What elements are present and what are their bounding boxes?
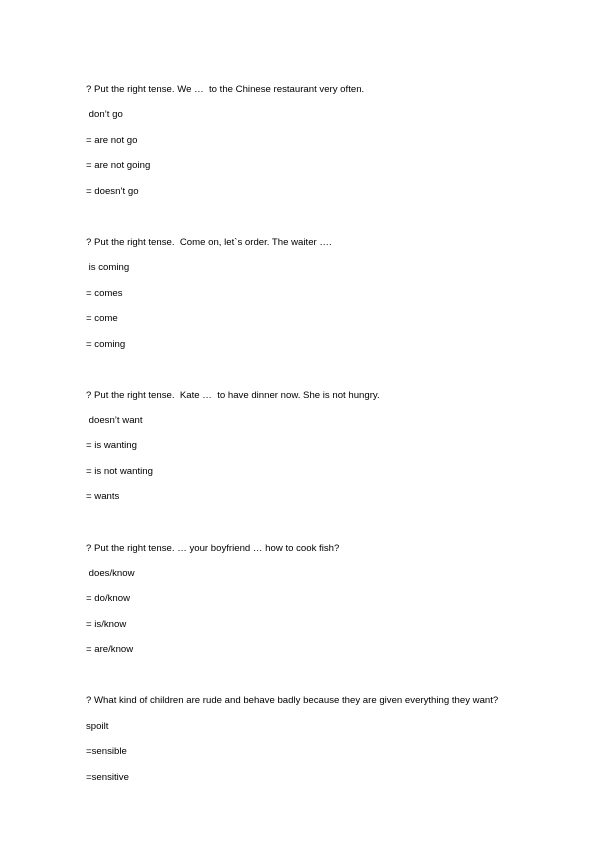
question-text: ? Put the right tense. We … to the Chinese restaurant very often. — [86, 84, 365, 95]
question-text: ? Put the right tense. Come on, let`s order. The waiter …. — [86, 237, 332, 248]
answer-option: doesn’t want — [86, 415, 143, 426]
answer-option: = come — [86, 313, 118, 324]
question-text: ? Put the right tense. … your boyfriend … how to cook fish? — [86, 543, 340, 554]
answer-option: = is not wanting — [86, 466, 153, 477]
question-text: ? What kind of children are rude and behave badly because they are given everything they want? — [86, 695, 499, 706]
answer-option: =sensible — [86, 746, 127, 757]
answer-option: is coming — [86, 262, 130, 273]
answer-option: = doesn’t go — [86, 186, 139, 197]
answer-option: spoilt — [86, 721, 109, 732]
answer-option: = comes — [86, 288, 123, 299]
answer-option: = is wanting — [86, 440, 137, 451]
answer-option: =sensitive — [86, 772, 129, 783]
answer-option: = are not go — [86, 135, 138, 146]
answer-option: = coming — [86, 339, 126, 350]
question-text: ? Put the right tense. Kate … to have dinner now. She is not hungry. — [86, 390, 380, 401]
answer-option: = wants — [86, 491, 120, 502]
answer-option: don’t go — [86, 109, 123, 120]
answer-option: = are/know — [86, 644, 134, 655]
answer-option: does/know — [86, 568, 135, 579]
answer-option: = do/know — [86, 593, 131, 604]
answer-option: = is/know — [86, 619, 127, 630]
answer-option: = are not going — [86, 160, 151, 171]
